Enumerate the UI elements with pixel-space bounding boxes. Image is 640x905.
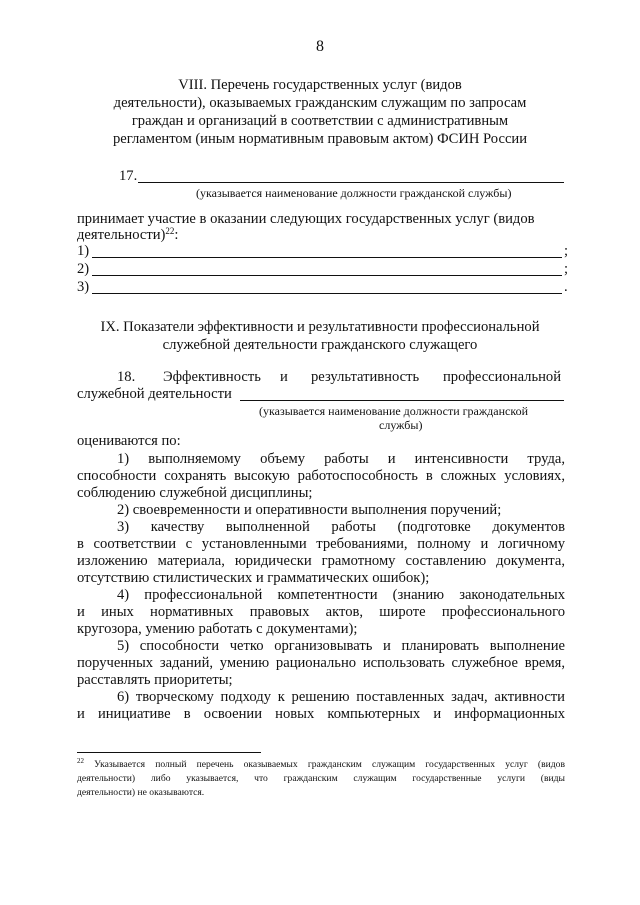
footnote-line: деятельности) не оказываются. (77, 787, 205, 798)
service-blank-line (92, 275, 562, 276)
criteria-paragraph-line: в соответствии с установленными требованиями, полному и логичному (77, 536, 565, 552)
service-list-number: 3) (77, 279, 90, 295)
criteria-paragraph-line: кругозора, умению работать с документами); (77, 621, 358, 637)
criteria-paragraph-line: соблюдению служебной дисциплины; (77, 485, 313, 501)
footnote-ref: 22 (165, 226, 175, 236)
section-8-heading-line: граждан и организаций в соответствии с административным (131, 113, 509, 129)
item-18-word: и (280, 369, 288, 385)
position-blank-line (240, 400, 564, 401)
criteria-paragraph-line: способности сохранять высокую работоспособность в сложных условиях, (77, 468, 565, 484)
criteria-paragraph-line: отсутствию стилистических и грамматических ошибок); (77, 570, 430, 586)
item-18-word: Эффективность (163, 369, 261, 385)
position-caption: службы) (379, 418, 423, 432)
section-9-heading-line: служебной деятельности гражданского служащего (162, 337, 478, 353)
item-18-word: результативность (311, 369, 420, 385)
section-8-heading-line: деятельности), оказываемых гражданским служащим по запросам (113, 95, 527, 111)
service-list-end: ; (564, 261, 569, 277)
service-list-number: 2) (77, 261, 90, 277)
criteria-paragraph-line: и инициативе в освоении новых компьютерных и информационных (77, 706, 565, 722)
services-intro-line: принимает участие в оказании следующих государственных услуг (видов (77, 211, 535, 227)
position-caption: (указывается наименование должности гражданской службы) (196, 186, 512, 200)
item-18-word: профессиональной (443, 369, 562, 385)
service-list-number: 1) (77, 243, 90, 259)
section-8-heading-line: VIII. Перечень государственных услуг (видов (178, 77, 462, 93)
evaluated-by: оцениваются по: (77, 433, 181, 449)
page-number: 8 (316, 38, 324, 55)
services-intro-line: деятельности)$^{22}$: (77, 226, 179, 243)
criteria-paragraph-line: 3) качеству выполненной работы (подготовке документов (117, 519, 565, 535)
criteria-paragraph-line: порученных заданий, умению рационально использовать служебное время, (77, 655, 565, 671)
service-blank-line (92, 257, 562, 258)
item-17-number: 17. (119, 168, 138, 184)
criteria-paragraph-line: 4) профессиональной компетентности (знанию законодательных (117, 587, 565, 603)
footnote-line: деятельности) либо указывается, что гражданским служащим государственные услуги (виды (77, 773, 565, 784)
criteria-paragraph-line: 1) выполняемому объему работы и интенсивности труда, (117, 451, 565, 467)
criteria-paragraph-line: изложению материала, юридически грамотному составлению документа, (77, 553, 565, 569)
criteria-paragraph-line: 2) своевременности и оперативности выполнения поручений; (117, 502, 502, 518)
footnote-line: $^{22}$ Указывается полный перечень оказываемых гражданским служащим государственных услуг (видов (77, 757, 565, 770)
item-18-word: 18. (117, 369, 136, 385)
position-blank-line (138, 182, 564, 183)
criteria-paragraph-line: 5) способности четко организовывать и планировать выполнение (117, 638, 565, 654)
criteria-paragraph-line: расставлять приоритеты; (77, 672, 233, 688)
criteria-paragraph-line: и иных нормативных правовых актов, широте профессионального (77, 604, 565, 620)
service-list-end: ; (564, 243, 569, 259)
item-18-line2: служебной деятельности (77, 386, 232, 402)
service-list-end: . (564, 279, 568, 295)
footnote-separator (77, 752, 261, 753)
section-8-heading-line: регламентом (иным нормативным правовым актом) ФСИН России (112, 131, 528, 147)
position-caption: (указывается наименование должности гражданской (259, 404, 528, 418)
footnote-number: 22 (77, 757, 84, 765)
service-blank-line (92, 293, 562, 294)
criteria-paragraph-line: 6) творческому подходу к решению поставленных задач, активности (117, 689, 565, 705)
section-9-heading-line: IX. Показатели эффективности и результативности профессиональной (100, 319, 540, 335)
